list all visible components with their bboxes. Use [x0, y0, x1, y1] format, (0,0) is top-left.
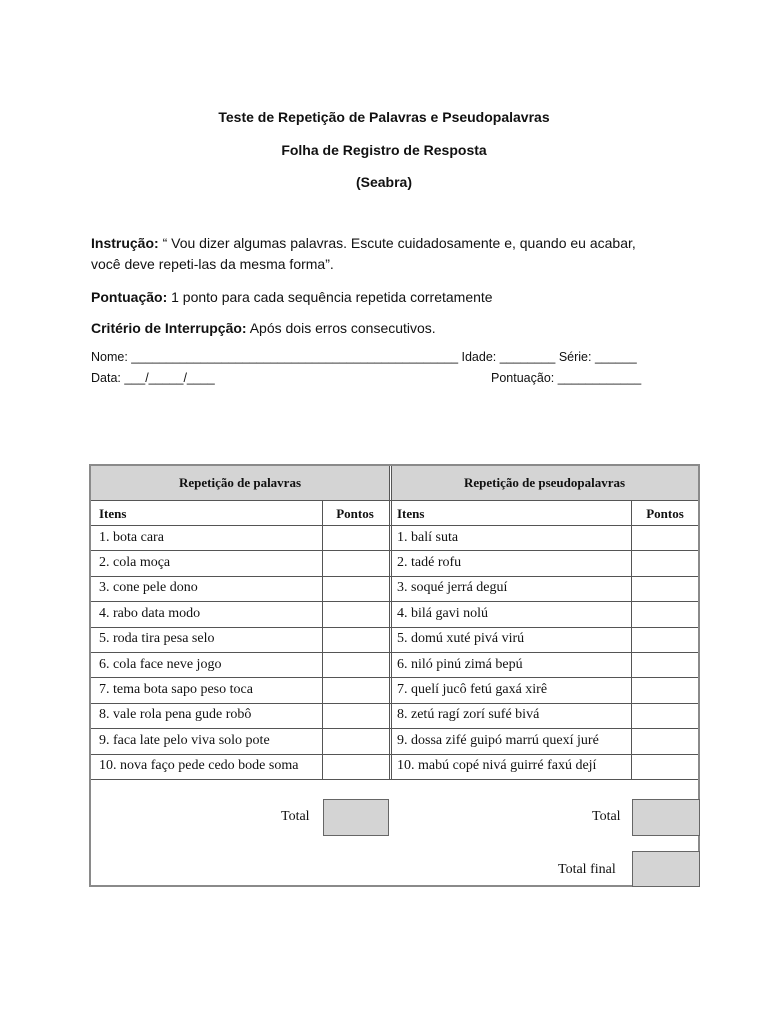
- stop-rule-text: Após dois erros consecutivos.: [246, 320, 436, 336]
- word-points-cell[interactable]: [323, 525, 389, 550]
- pseudoword-points-cell[interactable]: [632, 728, 698, 753]
- grid-line: [322, 500, 323, 779]
- word-item: 8. vale rola pena gude robô: [99, 707, 252, 723]
- grid-line: [631, 500, 632, 779]
- grid-line: [91, 703, 698, 704]
- grid-line: [389, 466, 390, 779]
- test-title: Teste de Repetição de Palavras e Pseudopalavras: [218, 109, 550, 125]
- scoring-paragraph: [91, 287, 691, 308]
- word-item: 10. nova faço pede cedo bode soma: [99, 758, 299, 774]
- pseudoword-item: 4. bilá gavi nolú: [397, 605, 488, 621]
- pseudoword-item: 1. balí suta: [397, 529, 459, 545]
- grid-line: [91, 576, 698, 577]
- grid-line: [91, 754, 698, 755]
- words-total-label: Total: [281, 809, 310, 824]
- grid-line: [91, 500, 698, 501]
- pseudo-total-box[interactable]: [632, 799, 700, 836]
- grid-line: [91, 677, 698, 678]
- word-item: 2. cola moça: [99, 554, 171, 570]
- word-points-cell[interactable]: [323, 576, 389, 601]
- author-label: (Seabra): [355, 174, 413, 190]
- instruction-text-line2: você deve repeti-las da mesma forma”.: [91, 256, 334, 272]
- pseudoword-points-cell[interactable]: [632, 550, 698, 575]
- pseudowords-section-header: Repetição de pseudopalavras: [391, 466, 698, 500]
- words-total-box[interactable]: [323, 799, 389, 836]
- words-points-column-header: Pontos: [336, 506, 374, 521]
- grid-line: [91, 601, 698, 602]
- grid-line: [91, 525, 698, 526]
- word-item: 6. cola face neve jogo: [99, 656, 222, 672]
- grid-line: [91, 627, 698, 628]
- pseudoword-item: 3. soqué jerrá deguí: [397, 580, 508, 596]
- words-section-header: Repetição de palavras: [91, 466, 389, 500]
- pseudoword-item: 5. domú xuté pivá virú: [397, 631, 525, 647]
- word-points-cell[interactable]: [323, 677, 389, 702]
- form-date-line[interactable]: Data: ___/_____/____: [91, 371, 215, 385]
- stop-rule-label: Critério de Interrupção:: [91, 320, 247, 336]
- word-points-cell[interactable]: [323, 728, 389, 753]
- scoring-text: 1 ponto para cada sequência repetida corretamente: [167, 289, 493, 305]
- sheet-subtitle: Folha de Registro de Resposta: [281, 142, 487, 158]
- pseudoword-item: 2. tadé rofu: [397, 554, 462, 570]
- instruction-text-line1: “ Vou dizer algumas palavras. Escute cuidadosamente e, quando eu acabar,: [158, 235, 636, 251]
- pseudoword-points-cell[interactable]: [632, 601, 698, 626]
- word-item: 5. roda tira pesa selo: [99, 631, 215, 647]
- grid-line: [91, 652, 698, 653]
- pseudoword-points-cell[interactable]: [632, 703, 698, 728]
- word-item: 4. rabo data modo: [99, 605, 201, 621]
- pseudo-items-column-header: Itens: [397, 506, 425, 521]
- pseudoword-item: 7. quelí jucô fetú gaxá xirê: [397, 681, 548, 697]
- word-item: 3. cone pele dono: [99, 580, 198, 596]
- pseudo-total-label: Total: [592, 809, 621, 824]
- pseudoword-item: 9. dossa zifé guipó marrú quexí juré: [397, 732, 599, 748]
- word-points-cell[interactable]: [323, 601, 389, 626]
- instruction-label: Instrução:: [91, 235, 159, 251]
- word-points-cell[interactable]: [323, 754, 389, 779]
- pseudoword-points-cell[interactable]: [632, 627, 698, 652]
- word-points-cell[interactable]: [323, 627, 389, 652]
- stop-rule-paragraph: [91, 318, 691, 339]
- response-table: [89, 464, 700, 887]
- total-final-box[interactable]: [632, 851, 700, 887]
- words-items-column-header: Itens: [99, 506, 127, 521]
- grid-line: [91, 728, 698, 729]
- pseudoword-points-cell[interactable]: [632, 525, 698, 550]
- word-points-cell[interactable]: [323, 703, 389, 728]
- word-item: 9. faca late pelo viva solo pote: [99, 732, 270, 748]
- pseudoword-points-cell[interactable]: [632, 677, 698, 702]
- form-name-line[interactable]: Nome: _______________________________________________ Idade: ________ Série: ______: [91, 350, 637, 364]
- word-item: 1. bota cara: [99, 529, 164, 545]
- pseudoword-points-cell[interactable]: [632, 576, 698, 601]
- word-points-cell[interactable]: [323, 652, 389, 677]
- grid-line: [91, 779, 698, 780]
- grid-line: [91, 550, 698, 551]
- word-points-cell[interactable]: [323, 550, 389, 575]
- total-final-label: Total final: [558, 862, 616, 877]
- grid-line: [391, 466, 392, 779]
- scoring-label: Pontuação:: [91, 289, 168, 305]
- pseudoword-points-cell[interactable]: [632, 652, 698, 677]
- pseudo-points-column-header: Pontos: [646, 506, 684, 521]
- form-score-line[interactable]: Pontuação: ____________: [491, 371, 642, 385]
- pseudoword-item: 10. mabú copé nivá guirré faxú dejí: [397, 758, 597, 774]
- pseudoword-item: 8. zetú ragí zorí sufé bivá: [397, 707, 540, 723]
- instruction-paragraph: [91, 233, 691, 275]
- pseudoword-item: 6. niló pinú zimá bepú: [397, 656, 523, 672]
- pseudoword-points-cell[interactable]: [632, 754, 698, 779]
- word-item: 7. tema bota sapo peso toca: [99, 681, 253, 697]
